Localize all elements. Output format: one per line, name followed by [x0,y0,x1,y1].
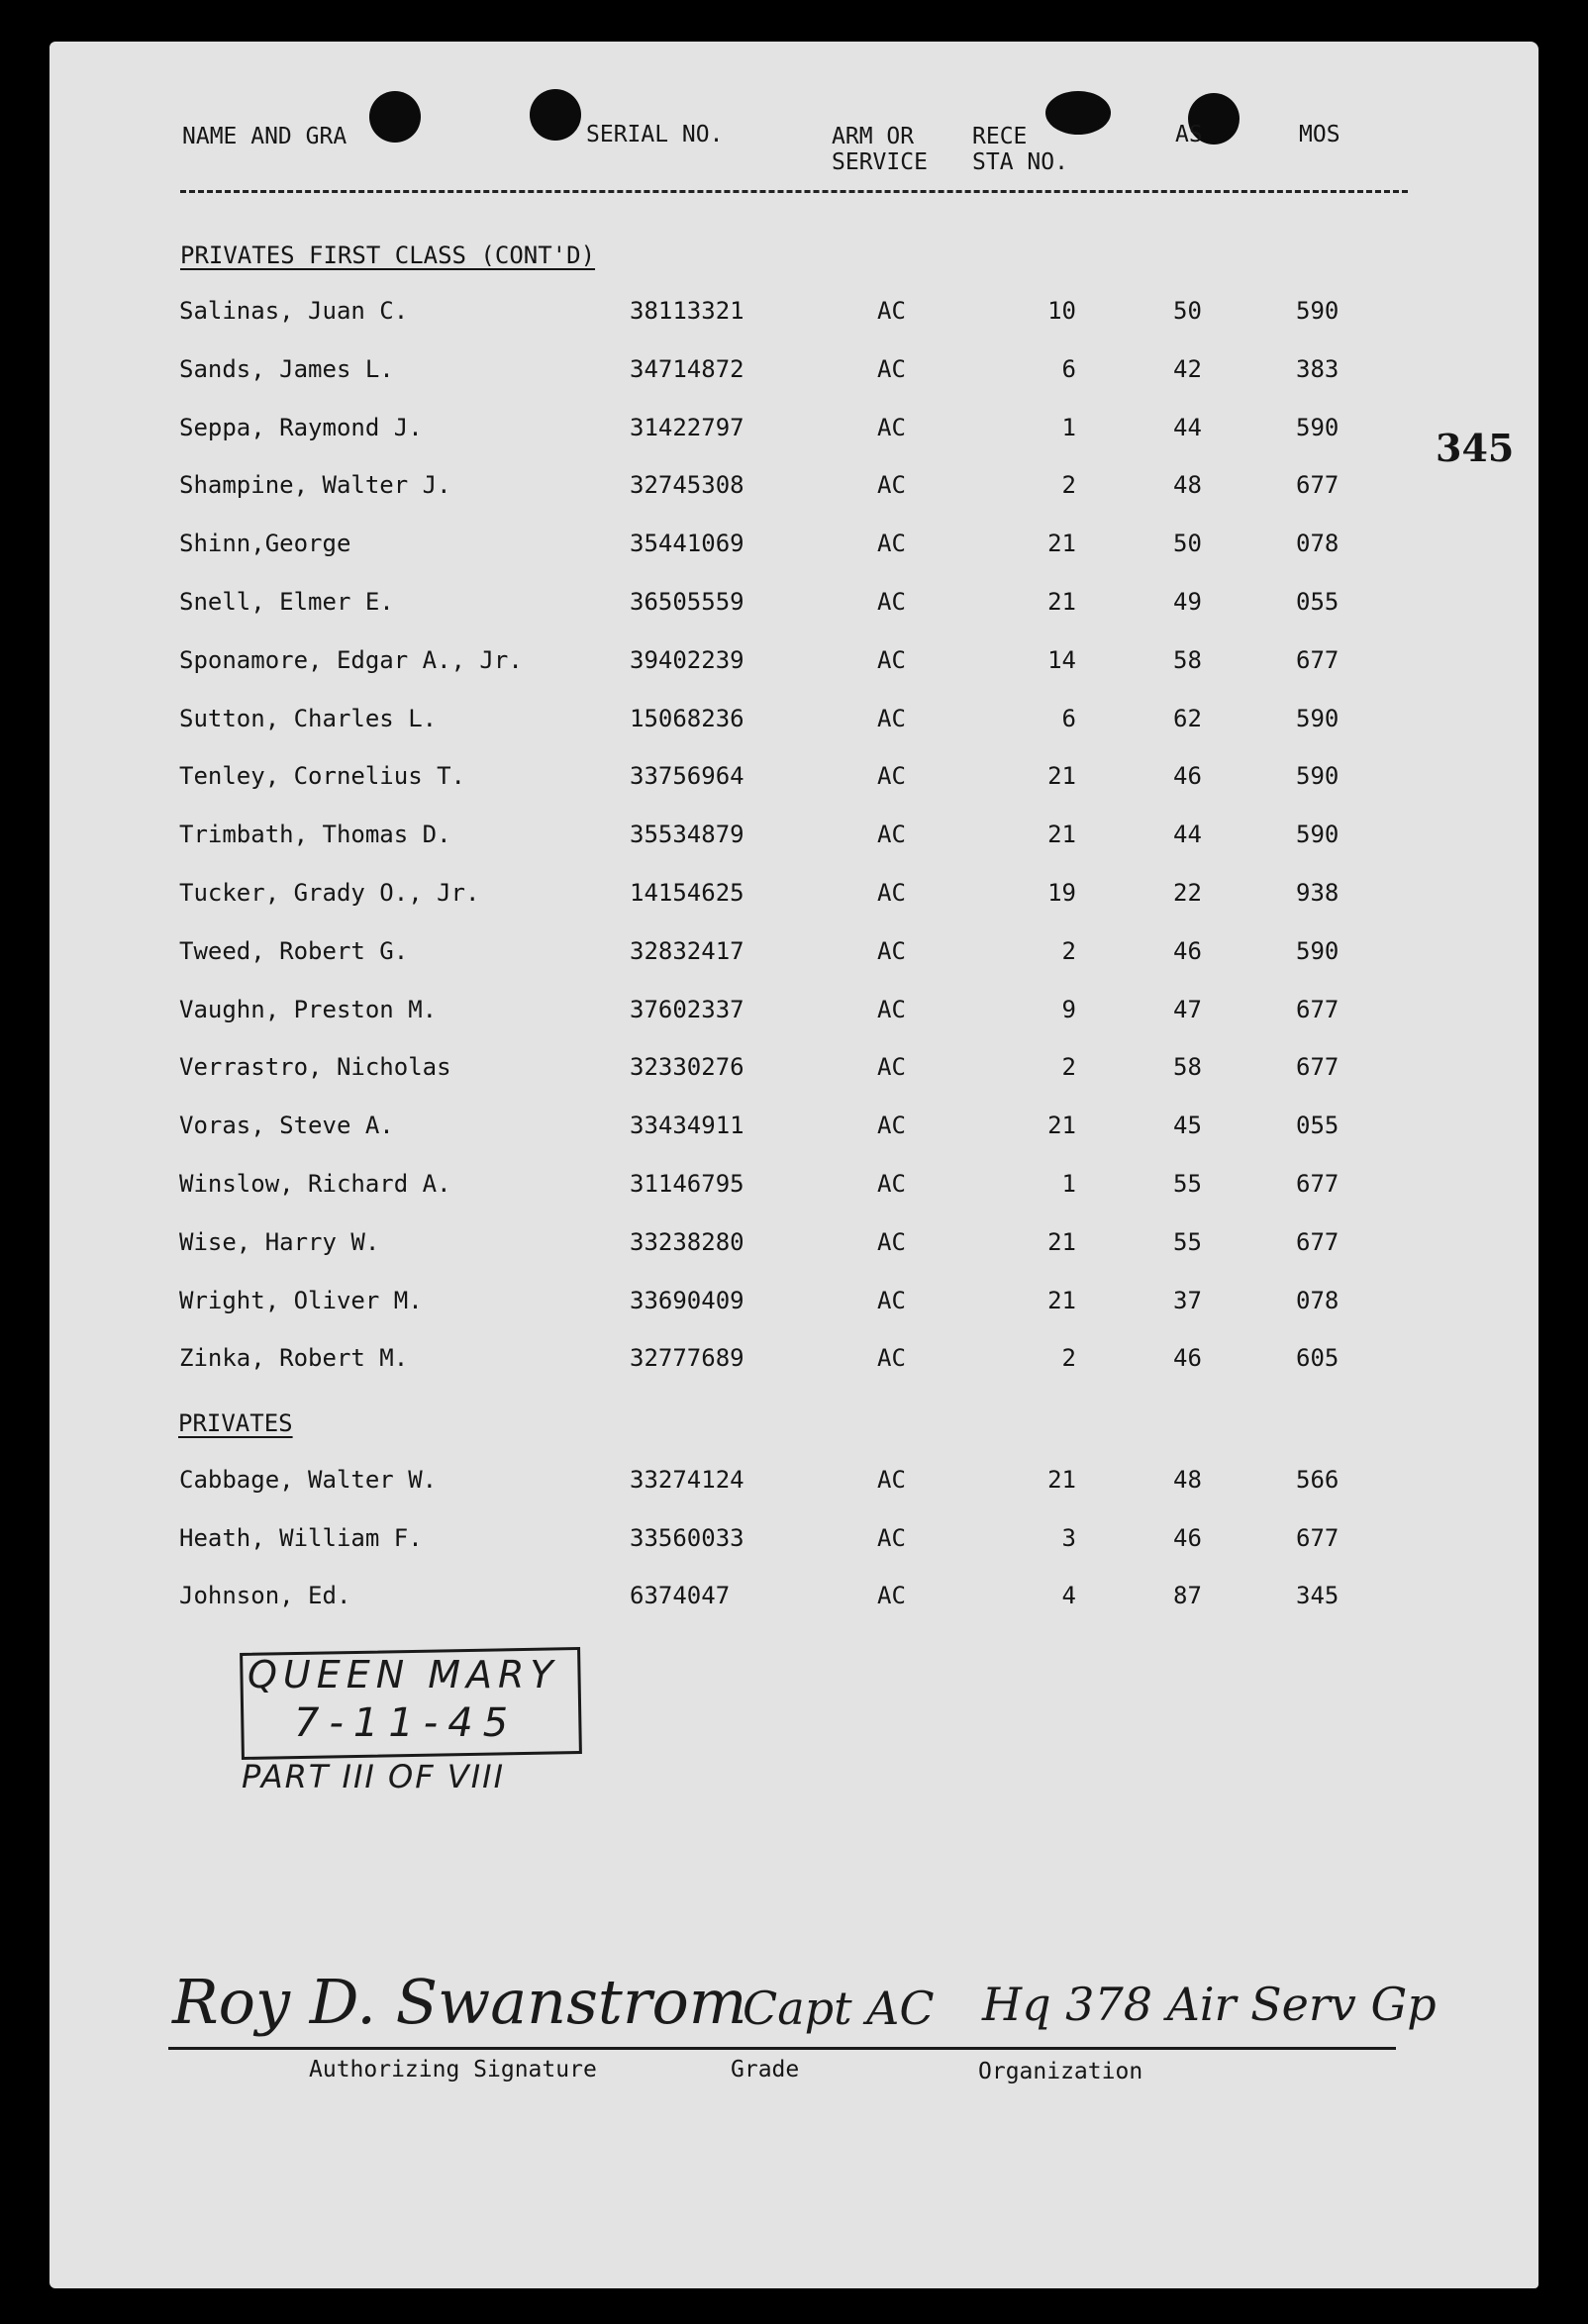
cell-arm: AC [877,879,906,907]
cell-arm: AC [877,1523,906,1552]
cell-asr: 37 [1173,1286,1202,1314]
table-row [50,1344,1538,1384]
cell-asr: 42 [1173,354,1202,383]
signature-label: Authorizing Signature [309,2057,597,2082]
cell-name: Sponamore, Edgar A., Jr. [179,645,523,674]
cell-serial: 31146795 [630,1170,744,1198]
table-row [50,530,1538,569]
cell-asr: 46 [1173,1344,1202,1373]
cell-name: Sands, James L. [179,354,394,383]
cell-sta: 21 [1047,762,1076,791]
cell-name: Tweed, Robert G. [179,936,409,965]
cell-mos: 590 [1296,936,1340,965]
cell-mos: 590 [1296,762,1340,791]
cell-mos: 055 [1296,1112,1340,1140]
cell-asr: 50 [1173,297,1202,325]
col-header-sta-1: RECE [972,124,1028,149]
cell-arm: AC [877,645,906,674]
table-row [50,646,1538,686]
page-number: 345 [1436,426,1515,470]
cell-serial: 34714872 [630,354,744,383]
cell-asr: 58 [1173,1053,1202,1082]
cell-mos: 078 [1296,1286,1340,1314]
cell-arm: AC [877,1466,906,1494]
cell-serial: 38113321 [630,297,744,325]
cell-asr: 47 [1173,995,1202,1023]
cell-asr: 44 [1173,821,1202,849]
cell-name: Shinn,George [179,530,351,558]
cell-arm: AC [877,1170,906,1198]
cell-mos: 590 [1296,704,1340,732]
cell-arm: AC [877,530,906,558]
table-row [50,1112,1538,1151]
stamp-part: PART III OF VIII [242,1758,505,1795]
cell-arm: AC [877,1582,906,1609]
cell-name: Seppa, Raymond J. [179,413,423,441]
table-row [50,414,1538,453]
cell-arm: AC [877,1112,906,1140]
table-row [50,1582,1538,1621]
cell-serial: 15068236 [630,704,744,732]
cell-sta: 10 [1047,297,1076,325]
stamp-line-1: QUEEN MARY [248,1653,559,1696]
cell-name: Cabbage, Walter W. [179,1466,438,1494]
cell-serial: 32777689 [630,1344,744,1373]
table-row [50,762,1538,802]
cell-mos: 938 [1296,879,1340,907]
cell-mos: 677 [1296,1170,1340,1198]
col-header-asr: AS [1175,122,1203,147]
table-row [50,996,1538,1035]
cell-mos: 078 [1296,530,1340,558]
cell-arm: AC [877,704,906,732]
cell-name: Winslow, Richard A. [179,1170,451,1198]
cell-sta: 2 [1061,936,1076,965]
cell-name: Heath, William F. [179,1523,423,1552]
cell-asr: 45 [1173,1112,1202,1140]
cell-sta: 21 [1047,588,1076,616]
table-row [50,1287,1538,1326]
cell-serial: 33274124 [630,1466,744,1494]
cell-asr: 55 [1173,1170,1202,1198]
cell-name: Johnson, Ed. [179,1582,351,1609]
signature-organization: Hq 378 Air Serv Gp [982,1978,1437,2031]
table-row [50,1053,1538,1093]
cell-asr: 46 [1173,936,1202,965]
col-header-arm-2: SERVICE [832,149,928,175]
cell-name: Wright, Oliver M. [179,1286,423,1314]
cell-asr: 48 [1173,471,1202,500]
cell-serial: 33434911 [630,1112,744,1140]
cell-name: Wise, Harry W. [179,1227,380,1256]
cell-mos: 677 [1296,471,1340,500]
cell-sta: 2 [1061,471,1076,500]
cell-sta: 1 [1061,413,1076,441]
cell-asr: 62 [1173,704,1202,732]
table-row [50,1466,1538,1505]
cell-sta: 9 [1061,995,1076,1023]
cell-name: Salinas, Juan C. [179,297,409,325]
section-label: PRIVATES FIRST CLASS (CONT'D) [180,242,596,269]
cell-name: Verrastro, Nicholas [179,1053,451,1082]
signature-line [168,2047,1396,2050]
header-divider [180,190,1408,193]
cell-serial: 32330276 [630,1053,744,1082]
section-label: PRIVATES [178,1409,293,1437]
cell-sta: 6 [1061,354,1076,383]
table-row [50,471,1538,511]
table-row [50,937,1538,977]
cell-arm: AC [877,762,906,791]
cell-asr: 22 [1173,879,1202,907]
cell-name: Tenley, Cornelius T. [179,762,465,791]
cell-arm: AC [877,413,906,441]
cell-mos: 055 [1296,588,1340,616]
cell-name: Voras, Steve A. [179,1112,394,1140]
cell-arm: AC [877,1286,906,1314]
cell-arm: AC [877,1053,906,1082]
cell-arm: AC [877,471,906,500]
cell-sta: 21 [1047,1286,1076,1314]
cell-serial: 33560033 [630,1523,744,1552]
cell-arm: AC [877,995,906,1023]
cell-name: Snell, Elmer E. [179,588,394,616]
stamp-line-2: 7-11-45 [294,1700,519,1746]
cell-asr: 55 [1173,1227,1202,1256]
col-header-mos: MOS [1299,122,1340,147]
cell-name: Vaughn, Preston M. [179,995,438,1023]
cell-serial: 14154625 [630,879,744,907]
cell-asr: 46 [1173,1523,1202,1552]
cell-sta: 19 [1047,879,1076,907]
cell-sta: 21 [1047,1112,1076,1140]
cell-mos: 590 [1296,297,1340,325]
cell-mos: 677 [1296,1227,1340,1256]
cell-name: Zinka, Robert M. [179,1344,409,1373]
cell-sta: 21 [1047,530,1076,558]
punch-hole [1045,91,1111,135]
cell-asr: 58 [1173,645,1202,674]
table-row [50,355,1538,395]
signature-grade: Capt AC [743,1982,935,2035]
roster-page [50,42,1538,2288]
cell-asr: 49 [1173,588,1202,616]
cell-mos: 590 [1296,413,1340,441]
col-header-sta-2: STA NO. [972,149,1068,175]
cell-serial: 37602337 [630,995,744,1023]
punch-hole [369,91,421,143]
cell-name: Sutton, Charles L. [179,704,438,732]
cell-mos: 345 [1296,1582,1340,1609]
cell-sta: 2 [1061,1053,1076,1082]
cell-serial: 32832417 [630,936,744,965]
cell-mos: 677 [1296,645,1340,674]
table-row [50,297,1538,337]
col-header-name: NAME AND GRA [182,124,347,149]
cell-sta: 1 [1061,1170,1076,1198]
cell-sta: 21 [1047,1227,1076,1256]
cell-asr: 44 [1173,413,1202,441]
cell-name: Tucker, Grady O., Jr. [179,879,480,907]
cell-serial: 33756964 [630,762,744,791]
cell-arm: AC [877,1227,906,1256]
cell-arm: AC [877,936,906,965]
cell-sta: 4 [1061,1582,1076,1609]
table-row [50,879,1538,919]
cell-serial: 6374047 [630,1582,731,1609]
cell-mos: 677 [1296,1053,1340,1082]
col-header-arm-1: ARM OR [832,124,915,149]
cell-serial: 35534879 [630,821,744,849]
cell-serial: 36505559 [630,588,744,616]
cell-asr: 46 [1173,762,1202,791]
cell-mos: 383 [1296,354,1340,383]
table-row [50,1228,1538,1268]
cell-name: Trimbath, Thomas D. [179,821,451,849]
cell-arm: AC [877,588,906,616]
signature-name: Roy D. Swanstrom [172,1966,747,2038]
cell-arm: AC [877,297,906,325]
cell-sta: 2 [1061,1344,1076,1373]
cell-asr: 87 [1173,1582,1202,1609]
cell-mos: 677 [1296,1523,1340,1552]
table-row [50,821,1538,860]
cell-asr: 48 [1173,1466,1202,1494]
cell-mos: 590 [1296,821,1340,849]
grade-label: Grade [731,2057,800,2082]
cell-serial: 35441069 [630,530,744,558]
cell-sta: 3 [1061,1523,1076,1552]
table-row [50,1170,1538,1210]
cell-sta: 14 [1047,645,1076,674]
cell-arm: AC [877,821,906,849]
cell-serial: 32745308 [630,471,744,500]
organization-label: Organization [978,2059,1143,2084]
cell-serial: 39402239 [630,645,744,674]
table-row [50,705,1538,744]
table-row [50,588,1538,628]
cell-arm: AC [877,1344,906,1373]
cell-sta: 21 [1047,821,1076,849]
cell-serial: 31422797 [630,413,744,441]
cell-mos: 677 [1296,995,1340,1023]
cell-asr: 50 [1173,530,1202,558]
cell-serial: 33690409 [630,1286,744,1314]
cell-sta: 21 [1047,1466,1076,1494]
cell-sta: 6 [1061,704,1076,732]
cell-serial: 33238280 [630,1227,744,1256]
cell-name: Shampine, Walter J. [179,471,451,500]
punch-hole [530,89,581,141]
cell-mos: 566 [1296,1466,1340,1494]
col-header-serial: SERIAL NO. [586,122,724,147]
cell-mos: 605 [1296,1344,1340,1373]
cell-arm: AC [877,354,906,383]
table-row [50,1524,1538,1564]
